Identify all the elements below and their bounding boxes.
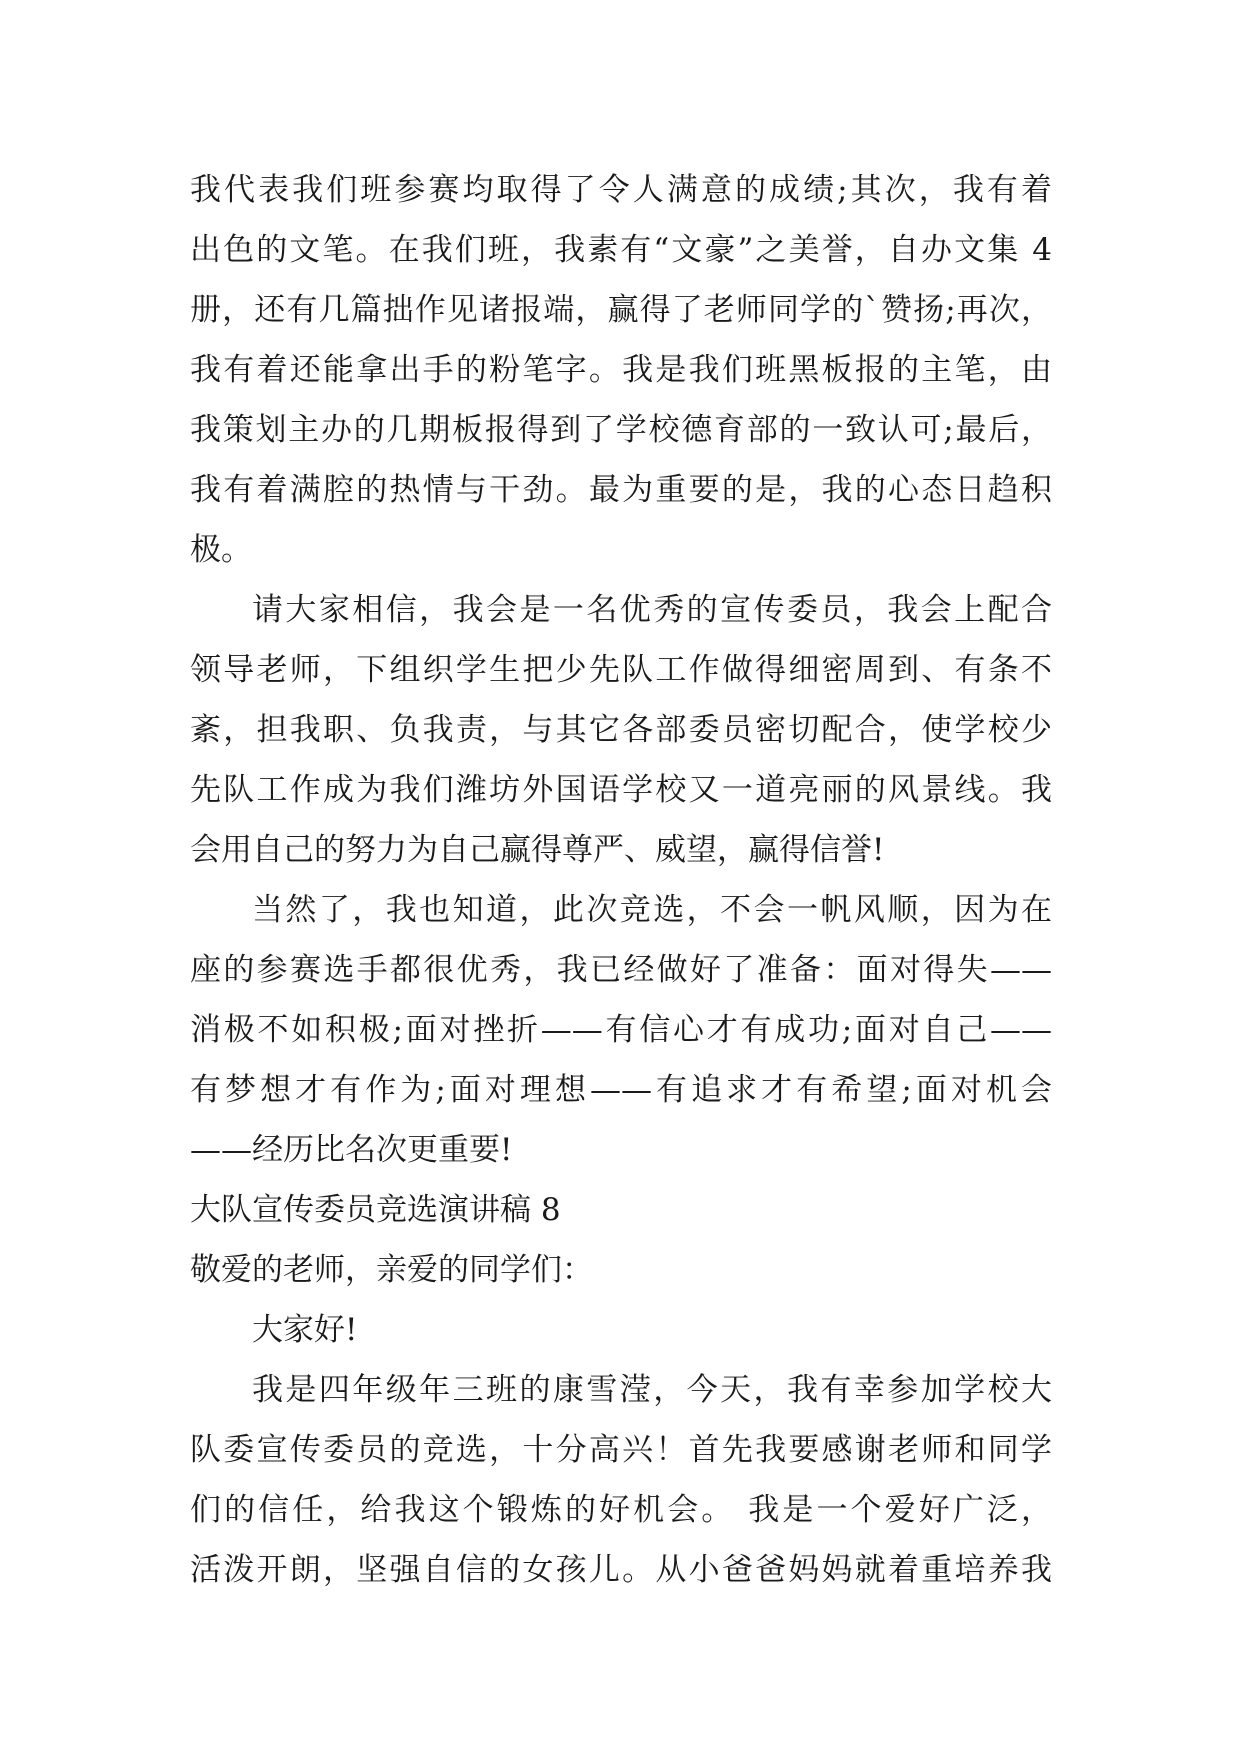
text-line: 我是四年级年三班的康雪滢，今天，我有幸参加学校大 xyxy=(252,1372,1052,1408)
text-line: 活泼开朗，坚强自信的女孩儿。从小爸爸妈妈就着重培养我 xyxy=(190,1552,1052,1588)
text-line: 先队工作成为我们潍坊外国语学校又一道亮丽的风景线。我 xyxy=(190,772,1052,808)
text-line: 大家好! xyxy=(252,1312,358,1348)
text-line: 我代表我们班参赛均取得了令人满意的成绩;其次，我有着 xyxy=(190,172,1052,208)
text-line: 当然了，我也知道，此次竞选，不会一帆风顺，因为在 xyxy=(252,892,1052,928)
text-line: 大队宣传委员竞选演讲稿 8 xyxy=(190,1192,561,1228)
document-page xyxy=(190,160,1052,1600)
text-line: 们的信任，给我这个锻炼的好机会。 我是一个爱好广泛， xyxy=(190,1492,1052,1528)
text-line: 有梦想才有作为;面对理想——有追求才有希望;面对机会 xyxy=(190,1072,1052,1108)
text-line: 我有着满腔的热情与干劲。最为重要的是，我的心态日趋积 xyxy=(190,472,1052,508)
text-line: 紊，担我职、负我责，与其它各部委员密切配合，使学校少 xyxy=(190,712,1052,748)
text-line: 消极不如积极;面对挫折——有信心才有成功;面对自己—— xyxy=(190,1012,1052,1048)
text-line: 领导老师，下组织学生把少先队工作做得细密周到、有条不 xyxy=(190,652,1052,688)
text-line: 出色的文笔。在我们班，我素有“文豪”之美誉，自办文集 4 xyxy=(190,232,1052,268)
text-line: ——经历比名次更重要! xyxy=(190,1132,513,1168)
text-line: 请大家相信，我会是一名优秀的宣传委员，我会上配合 xyxy=(252,592,1052,628)
text-line: 我有着还能拿出手的粉笔字。我是我们班黑板报的主笔，由 xyxy=(190,352,1052,388)
text-line: 队委宣传委员的竞选，十分高兴！首先我要感谢老师和同学 xyxy=(190,1432,1052,1468)
text-line: 会用自己的努力为自己赢得尊严、威望，赢得信誉! xyxy=(190,832,885,868)
text-line: 我策划主办的几期板报得到了学校德育部的一致认可;最后， xyxy=(190,412,1052,448)
text-line: 册，还有几篇拙作见诸报端，赢得了老师同学的`赞扬;再次， xyxy=(190,292,1052,328)
text-line: 敬爱的老师，亲爱的同学们： xyxy=(190,1252,593,1288)
text-line: 极。 xyxy=(190,532,252,568)
text-line: 座的参赛选手都很优秀，我已经做好了准备：面对得失—— xyxy=(190,952,1052,988)
